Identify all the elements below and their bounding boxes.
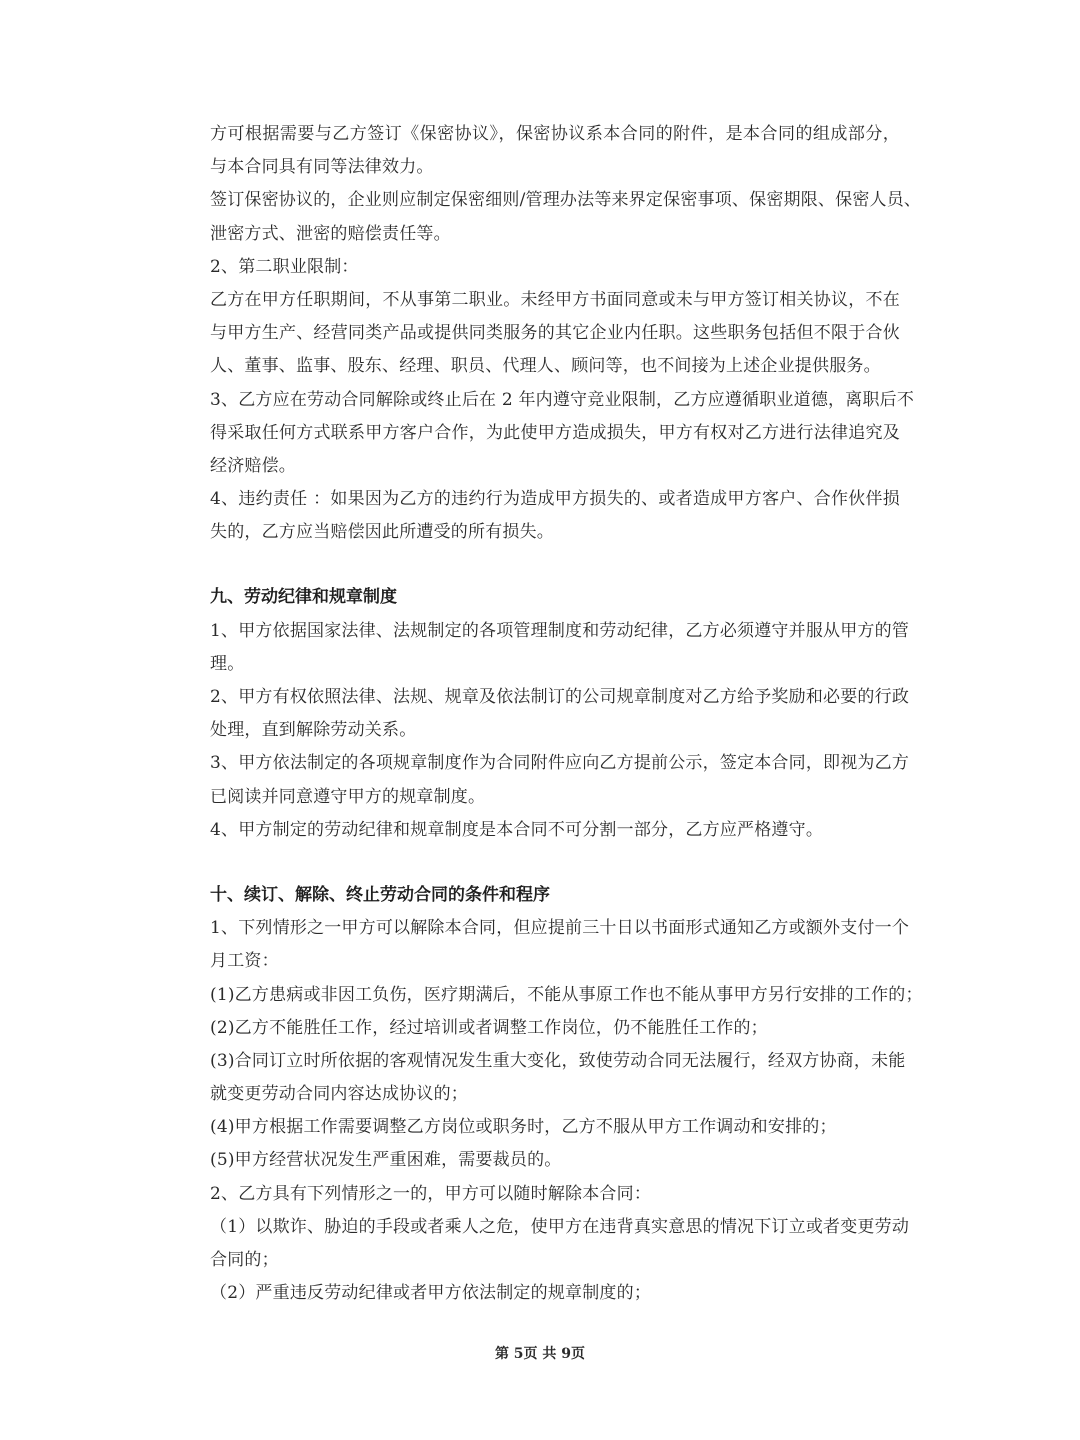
paragraph-line: 乙方在甲方任职期间，不从事第二职业。未经甲方书面同意或未与甲方签订相关协议，不在 — [210, 289, 900, 310]
paragraph-line: 1、甲方依据国家法律、法规制定的各项管理制度和劳动纪律，乙方必须遵守并服从甲方的管 — [210, 620, 910, 641]
paragraph-line: （1）以欺诈、胁迫的手段或者乘人之危，使甲方在违背真实意思的情况下订立或者变更劳动 — [210, 1216, 910, 1237]
paragraph-line: 月工资： — [210, 951, 279, 972]
paragraph-line: 得采取任何方式联系甲方客户合作，为此使甲方造成损失，甲方有权对乙方进行法律追究及 — [210, 422, 900, 443]
paragraph-line: 签订保密协议的，企业则应制定保密细则/管理办法等来界定保密事项、保密期限、保密人员、 — [210, 190, 922, 211]
document-body — [210, 118, 923, 1310]
paragraph-line: 4、甲方制定的劳动纪律和规章制度是本合同不可分割一部分，乙方应严格遵守。 — [210, 819, 824, 840]
section-heading: 十、续订、解除、终止劳动合同的条件和程序 — [210, 884, 550, 905]
section-heading: 九、劳动纪律和规章制度 — [210, 587, 397, 608]
paragraph-line: 就变更劳动合同内容达成协议的； — [210, 1084, 468, 1105]
paragraph-line: (5)甲方经营状况发生严重困难，需要裁员的。 — [210, 1150, 562, 1171]
paragraph-line: 2、第二职业限制： — [210, 256, 359, 277]
paragraph-line: 处理，直到解除劳动关系。 — [210, 720, 417, 741]
section-gap — [210, 847, 900, 879]
paragraph-line: 失的，乙方应当赔偿因此所遭受的所有损失。 — [210, 522, 554, 543]
paragraph-line: 经济赔偿。 — [210, 455, 296, 476]
paragraph-line: 理。 — [210, 653, 245, 674]
paragraph-line: 与本合同具有同等法律效力。 — [210, 157, 434, 178]
paragraph-line: 已阅读并同意遵守甲方的规章制度。 — [210, 786, 486, 807]
paragraph-line: 与甲方生产、经营同类产品或提供同类服务的其它企业内任职。这些职务包括但不限于合伙 — [210, 323, 900, 344]
section-gap — [210, 549, 900, 581]
paragraph-line: 3、甲方依法制定的各项规章制度作为合同附件应向乙方提前公示，签定本合同，即视为乙方 — [210, 753, 910, 774]
paragraph-line: 合同的； — [210, 1250, 279, 1270]
paragraph-line: 人、董事、监事、股东、经理、职员、代理人、顾问等，也不间接为上述企业提供服务。 — [210, 356, 881, 377]
paragraph-line: (4)甲方根据工作需要调整乙方岗位或职务时，乙方不服从甲方工作调动和安排的； — [210, 1117, 837, 1138]
paragraph-line: 1、下列情形之一甲方可以解除本合同，但应提前三十日以书面形式通知乙方或额外支付一个 — [210, 918, 910, 939]
paragraph-line: 方可根据需要与乙方签订《保密协议》，保密协议系本合同的附件，是本合同的组成部分， — [210, 124, 900, 144]
section-10 — [210, 879, 923, 1310]
paragraph-line: (1)乙方患病或非因工负伤，医疗期满后，不能从事原工作也不能从事甲方另行安排的工作的； — [210, 984, 923, 1005]
paragraph-line: (3)合同订立时所依据的客观情况发生重大变化，致使劳动合同无法履行，经双方协商，未能 — [210, 1050, 906, 1071]
section-9 — [210, 581, 910, 847]
paragraph-line: （2）严重违反劳动纪律或者甲方依法制定的规章制度的； — [210, 1283, 652, 1304]
paragraph-line: 泄密方式、泄密的赔偿责任等。 — [210, 223, 451, 244]
section-confidentiality-continued — [210, 118, 922, 549]
paragraph-line: (2)乙方不能胜任工作，经过培训或者调整工作岗位，仍不能胜任工作的； — [210, 1017, 768, 1038]
paragraph-line: 3、乙方应在劳动合同解除或终止后在 2 年内遵守竞业限制，乙方应遵循职业道德，离职后不 — [210, 389, 915, 410]
paragraph-line: 2、甲方有权依照法律、法规、规章及依法制订的公司规章制度对乙方给予奖励和必要的行政 — [210, 687, 910, 707]
paragraph-line: 4、违约责任 ：如果因为乙方的违约行为造成甲方损失的、或者造成甲方客户、合作伙伴损 — [210, 489, 900, 510]
paragraph-line: 2、乙方具有下列情形之一的，甲方可以随时解除本合同： — [210, 1183, 652, 1204]
page-number-footer: 第 5页 共 9页 — [494, 1346, 586, 1362]
